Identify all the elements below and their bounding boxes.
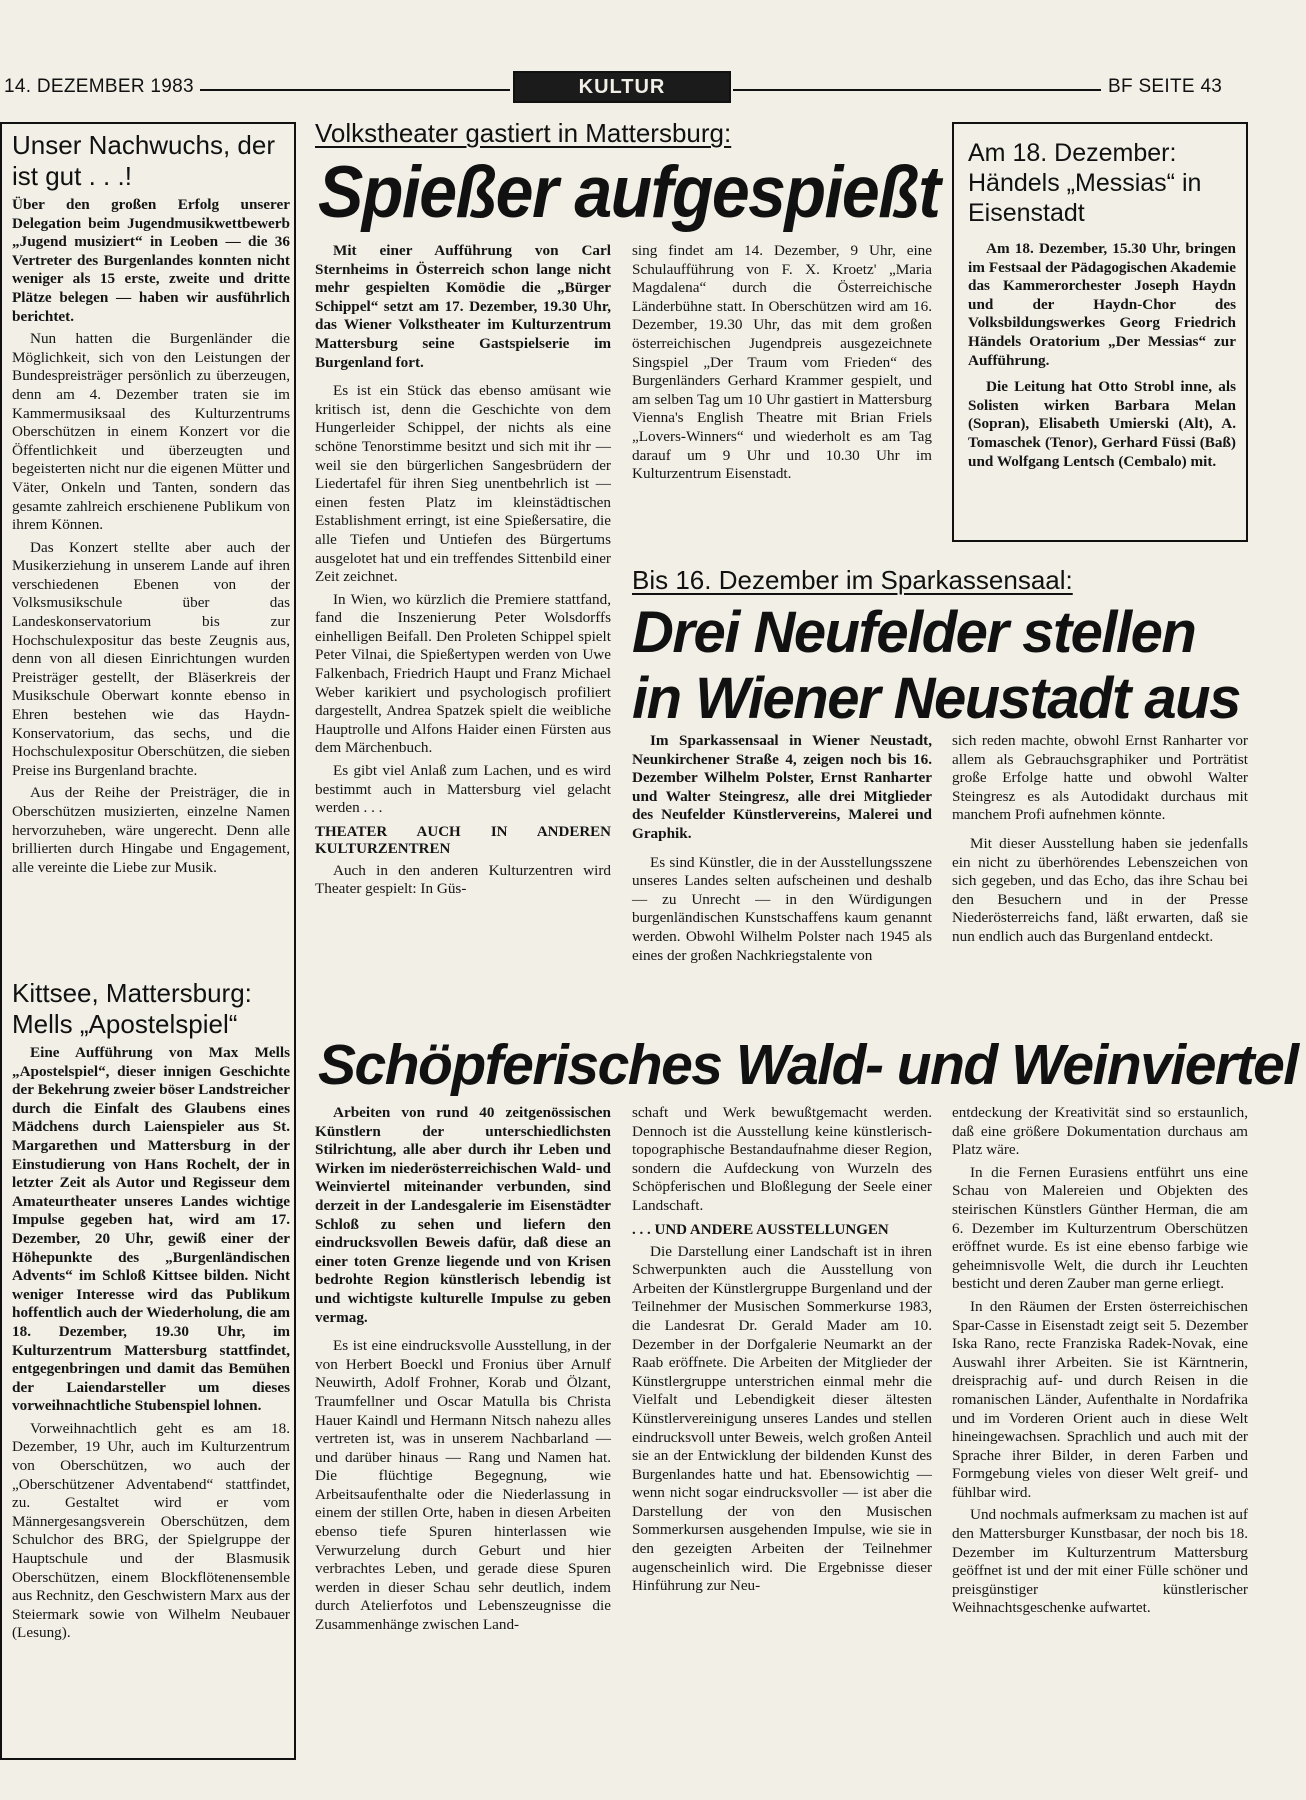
neufelder-paragraph: sich reden machte, obwohl Ernst Ranharter vor allem als Gebrauchsgraphiker und Porträtist große Erfolge hatte und obwohl Walter Steingresz es als Autodidakt durchaus mit manchem Profi aufnehmen könnte. [952,732,1248,824]
wald-paragraph: Die Darstellung einer Landschaft ist in ihren Schwerpunkten auch die Ausstellung von Arbeiten der Künstlergruppe Burgenland und der Teilnehmer der Musischen Sommerkurse 1983, die Landesrat Dr. Gerald Mader am 10. Dezember in der Dorfgalerie Neumarkt an der Raab eröffnete. Die Arbeiten der Mitglieder der Künstlergruppe unterstrichen einmal mehr die Vielfalt und Lebendigkeit dieser ältesten Künstlervereinigung unseres Landes und stellen eindrucksvoll unter Beweis, welch großen Anteil sie an der Entwicklung der bildenden Kunst des Burgenlandes hatte und hat. Ebensowichtig — wenn nicht sogar eindrucksvoller — ist aber die Darstellung der von den Musischen Sommerkursen ausgehenden Impulse, wie sie in den gezeigten Arbeiten der Teilnehmer augenscheinlich wird. Die Ergebnisse dieser Hinführung zur Neu- [632,1242,932,1595]
nachwuchs-paragraph: Das Konzert stellte aber auch der Musikerziehung in unserem Lande auf ihren verschiedenen Ebenen von der Volksmusikschule über das Landeskonservatorium bis zur Hochschulexpositur das beste Zeugnis aus, denn von all diesen Einrichtungen wurden Preisträger gestellt, der Bläserkreis der Musikschule Oberwart konnte ebenso in Ehren bestehen wie das Haydn-Konservatorium, das sechs, und die Hochschulexpositur Oberschützen, die sieben Preise ins Burgenland brachte. [12,538,290,779]
wald-lead: Arbeiten von rund 40 zeitgenössischen Künstlern der unterschiedlichsten Stilrichtung, alle aber durch ihr Leben und Wirken im niederösterreichischen Wald- und Weinviertel miteinander verbunden, sind derzeit in der Landesgalerie im Eisenstädter Schloß zu sehen und liefern den eindrucksvollen Beweis dafür, daß diese an einer toten Grenze liegende und von Krisen bedrohte Region künstlerisch lebendig ist und wichtigste kulturelle Impulse zu geben vermag. [315,1104,611,1326]
volkstheater-tail: Auch in den anderen Kulturzentren wird Theater gespielt: In Güs- [315,861,611,898]
neufelder-paragraph: Mit dieser Ausstellung haben sie jedenfalls ein nicht zu überhörendes Lebenszeichen von sich gegeben, und das Echo, das ihre Schau bei den Besuchern und in der Presse Niederösterreichs fand, läßt erwarten, daß sie nun endlich auch das Burgenland entdeckt. [952,834,1248,945]
volkstheater-kicker: Volkstheater gastiert in Mattersburg: [315,118,732,148]
masthead-page: BF SEITE 43 [1108,76,1223,97]
wald-subhead: . . . UND ANDERE AUSSTELLUNGEN [632,1221,889,1238]
neufelder-headline-line-2: in Wiener Neustadt aus [632,666,1240,731]
messias-body [968,240,1236,471]
wald-column-2 [632,1104,932,1600]
neufelder-paragraph: Es sind Künstler, die in der Ausstellungsszene unseres Landes selten aufscheinen und deshalb — zu Unrecht — in den Würdigungen burgenländischen Kunstschaffens kaum genannt werden. Obwohl Wilhelm Polster nach 1945 als eines der großen Nachkriegstalente von [632,853,932,964]
apostelspiel-lead: Eine Aufführung von Max Mells „Apostelspiel“, dieser innigen Geschichte der Bekehrung zweier böser Landstreicher durch die Einfalt des Glaubens eines Mädchens durch Laienspieler aus St. Margarethen und Mattersburg in der Einstudierung von Hans Rochelt, der in letzter Zeit als Autor und Regisseur dem Amateurtheater unseres Landes wichtige Impulse gegeben hat, wird am 17. Dezember, 20 Uhr, gewiß einer der Höhepunkte des „Burgenländischen Advents“ im Schloß Kittsee bilden. Nicht weniger Interesse wird das Publikum hoffentlich auch der Wiederholung, die am 18. Dezember, 19.30 Uhr, im Kulturzentrum Mattersburg stattfindet, entgegenbringen und damit das Bemühen der Laiendarsteller um dieses vorweihnachtliche Stubenspiel lohnen. [12,1044,290,1415]
nachwuchs-paragraph: Aus der Reihe der Preisträger, die in Oberschützen musizierten, einzelne Namen hervorzuheben, wäre ungerecht. Denn alle brillierten durch Hingabe und Engagement, alle vereinte die Liebe zur Musik. [12,784,290,876]
masthead-rule-right [733,89,1101,91]
neufelder-column-1 [632,732,932,969]
volkstheater-subhead: THEATER AUCH IN ANDEREN KULTURZENTREN [315,823,611,857]
volkstheater-lead: Mit einer Aufführung von Carl Sternheims in Österreich schon lange nicht mehr gespielten Komödie die „Bürger Schippel“ setzt am 17. Dezember, 19.30 Uhr, das Wiener Volkstheater im Kulturzentrum Mattersburg seine Gastspielserie im Burgenland fort. [315,242,611,371]
volkstheater-column-2 [632,242,932,488]
nachwuchs-paragraph: Nun hatten die Burgenländer die Möglichkeit, sich von den Leistungen der Bundespreisträger persönlich zu überzeugen, denn am 4. Dezember traten sie im Kammermusiksaal des Kulturzentrums Oberschützen in einem Konzert vor die Öffentlichkeit und überzeugten und begeisterten nicht nur die eigenen Mütter und Väter, Onkeln und Tanten, sondern das gesamte zahlreich erschienene Publikum von ihrem Können. [12,330,290,534]
messias-paragraph: Die Leitung hat Otto Strobl inne, als Solisten wirken Barbara Melan (Sopran), Elisabeth Umierski (Alt), A. Tomaschek (Tenor), Gerhard Füssi (Baß) und Wolfgang Lentsch (Cembalo) mit. [968,378,1236,470]
wald-paragraph: In die Fernen Eurasiens entführt uns eine Schau von Malereien und Objekten des steirischen Künstlers Günther Herman, die am 6. Dezember im Kulturzentrum Oberschützen eröffnet wurde. Es ist eine ebenso farbige wie geheimnisvolle Welt, die durch ihr Leuchten besticht und deren Zauber man gerne erliegt. [952,1163,1248,1293]
neufelder-lead: Im Sparkassensaal in Wiener Neustadt, Neunkirchener Straße 4, zeigen noch bis 16. Dezember Wilhelm Polster, Ernst Ranharter und Walter Steingresz, alle drei Mitglieder des Neufelder Künstlervereins, Malerei und Graphik. [632,732,932,842]
messias-content [968,138,1236,475]
section-label: KULTUR [578,76,666,98]
article-nachwuchs [12,130,290,881]
wald-paragraph: schaft und Werk bewußtgemacht werden. Dennoch ist die Ausstellung keine künstlerisch-topographische Bestandaufnahme dieser Region, sondern die Aufdeckung von Wurzeln des Schöpferischen und Bloßlegung der Seele einer Landschaft. [632,1104,932,1214]
wald-column-1 [315,1104,611,1639]
neufelder-headline-line-1: Drei Neufelder stellen [632,600,1196,665]
volkstheater-column-1 [315,242,611,903]
masthead-date: 14. DEZEMBER 1983 [4,76,194,97]
nachwuchs-headline: Unser Nachwuchs, der ist gut . . .! [12,130,275,191]
masthead-rule-left [200,89,510,91]
volkstheater-paragraph: Es ist ein Stück das ebenso amüsant wie kritisch ist, denn die Geschichte von dem Hungerleider Schippel, der nichts als eine schöne Tenorstimme besitzt und sich mit ihr — weil sie den bürgerlichen Sangesbrüdern der Liedertafel für ihren Sieg unentbehrlich ist — einen festen Platz im kleinstädtischen Establishment erringt, ist eine Spießersatire, die alle Tiefen und Untiefen des Bürgertums ausgelotet hat und ein treffendes Sittenbild einer Zeit zeichnet. [315,382,611,586]
wald-paragraph: Und nochmals aufmerksam zu machen ist auf den Mattersburger Kunstbasar, der noch bis 18. Dezember im Kulturzentrum Mattersburg geöffnet ist und der mit einer Fülle schöner und preisgünstiger künstlerischer Weihnachtsgeschenke aufwartet. [952,1506,1248,1617]
section-label-box [513,71,731,103]
wald-column-3 [952,1104,1248,1622]
volkstheater-paragraph: In Wien, wo kürzlich die Premiere stattfand, fand die Inszenierung Peter Wolsdorffs einhelligen Beifall. Den Proleten Schippel spielt Peter Vilnai, die Spießertypen werden von Uwe Falkenbach, Friedrich Haupt und Franz Michael Weber karikiert und psychologisch profiliert dargestellt, Andrea Spatzek spielt die weibliche Hauptrolle und Alfons Haider einen Fürsten aus dem Märchenbuch. [315,590,611,757]
messias-headline: Am 18. Dezember: Händels „Messias“ in Eisenstadt [968,139,1202,227]
apostelspiel-body [12,1044,290,1643]
volkstheater-paragraph: Es gibt viel Anlaß zum Lachen, und es wird bestimmt auch in Mattersburg viel gelacht werden . . . [315,762,611,817]
apostelspiel-paragraph: Vorweihnachtlich geht es am 18. Dezember, 19 Uhr, auch im Kulturzentrum von Oberschützen, wo auch der „Oberschützener Adventabend“ stattfindet, zu. Gestaltet wird er vom Männergesangsverein Oberschützen, dem Schulchor des BRG, der Spielgruppe der Hauptschule und der Blasmusik Oberschützen, einem Blockflötenensemble aus Rechnitz, den Geschwistern Marx aus der Steiermark sowie von Wilhelm Neubauer (Lesung). [12,1419,290,1642]
volkstheater-col2-text: sing findet am 14. Dezember, 9 Uhr, eine Schulaufführung von F. X. Kroetz' „Maria Magdalena“ durch die Österreichische Länderbühne statt. In Oberschützen wird am 16. Dezember, 19.30 Uhr, das mit dem großen österreichischen Jugendpreis ausgezeichnete Singspiel „Der Traum vom Frieden“ des Burgenländers Gerhard Krammer gespielt, und am selben Tag um 10 Uhr gastiert in Mattersburg Vienna's English Theatre mit Brian Friels „Lovers-Winners“ und wiederholt es am Tag darauf um 9 Uhr und 10.30 Uhr im Kulturzentrum Eisenstadt. [632,242,932,483]
wald-paragraph: Es ist eine eindrucksvolle Ausstellung, in der von Herbert Boeckl und Fronius über Arnulf Neuwirth, Adolf Frohner, Korab und Ölzant, Traumfellner und Oscar Matulla bis Christa Hauer Kaindl und Hermann Nitsch nahezu alles vertreten ist, was in unserem Nachbarland — und darüber hinaus — Rang und Namen hat. Die flüchtige Begegnung, wie Arbeitsaufenthalte oder die Niederlassung in einem der stillen Orte, haben in diesen Arbeiten ebenso tiefe Spuren hinterlassen wie Verwurzelung durch Geburt und hier verbrachtes Leben, und gerade diese Spuren werden in dieser Schau sehr deutlich, indem durch Atelierfotos und Lebenszeugnisse die Zusammenhänge zwischen Land- [315,1337,611,1634]
messias-paragraph: Am 18. Dezember, 15.30 Uhr, bringen im Festsaal der Pädagogischen Akademie das Kammerorchester Joseph Haydn und der Haydn-Chor des Volksbildungswerkes Georg Friedrich Händels Oratorium „Der Messias“ zur Aufführung. [968,240,1236,369]
neufelder-column-2 [952,732,1248,951]
volkstheater-headline: Spießer aufgespießt [318,151,940,234]
wald-headline: Schöpferisches Wald- und Weinviertel [318,1033,1298,1097]
neufelder-kicker: Bis 16. Dezember im Sparkassensaal: [632,565,1073,595]
nachwuchs-lead: Über den großen Erfolg unserer Delegation beim Jugendmusikwettbewerb „Jugend musiziert“ in Leoben — die 36 Vertreter des Burgenlandes konnten nicht weniger als 15 erste, zweite und dritte Plätze belegen — haben wir ausführlich berichtet. [12,196,290,325]
article-apostelspiel [12,978,290,1647]
nachwuchs-body [12,196,290,877]
apostelspiel-headline: Kittsee, Mattersburg: Mells „Apostelspiel“ [12,978,252,1039]
wald-paragraph: entdeckung der Kreativität sind so erstaunlich, daß eine größere Dokumentation durchaus am Platz wäre. [952,1104,1248,1159]
wald-paragraph: In den Räumen der Ersten österreichischen Spar-Casse in Eisenstadt zeigt seit 5. Dezember Iska Rano, recte Franziska Radek-Novak, eine Auswahl ihrer Arbeiten. Sie ist Kärntnerin, dreisprachig auf- und durch Reisen in die romanischen Länder, Aufenthalte in Nordafrika und im Vorderen Orient auch in diese Welt hineingewachsen. Sprachlich und auch mit der Sprache ihrer Bilder, in deren Farben und Formgebung vieles von dieser Welt greif- und fühlbar wird. [952,1297,1248,1501]
